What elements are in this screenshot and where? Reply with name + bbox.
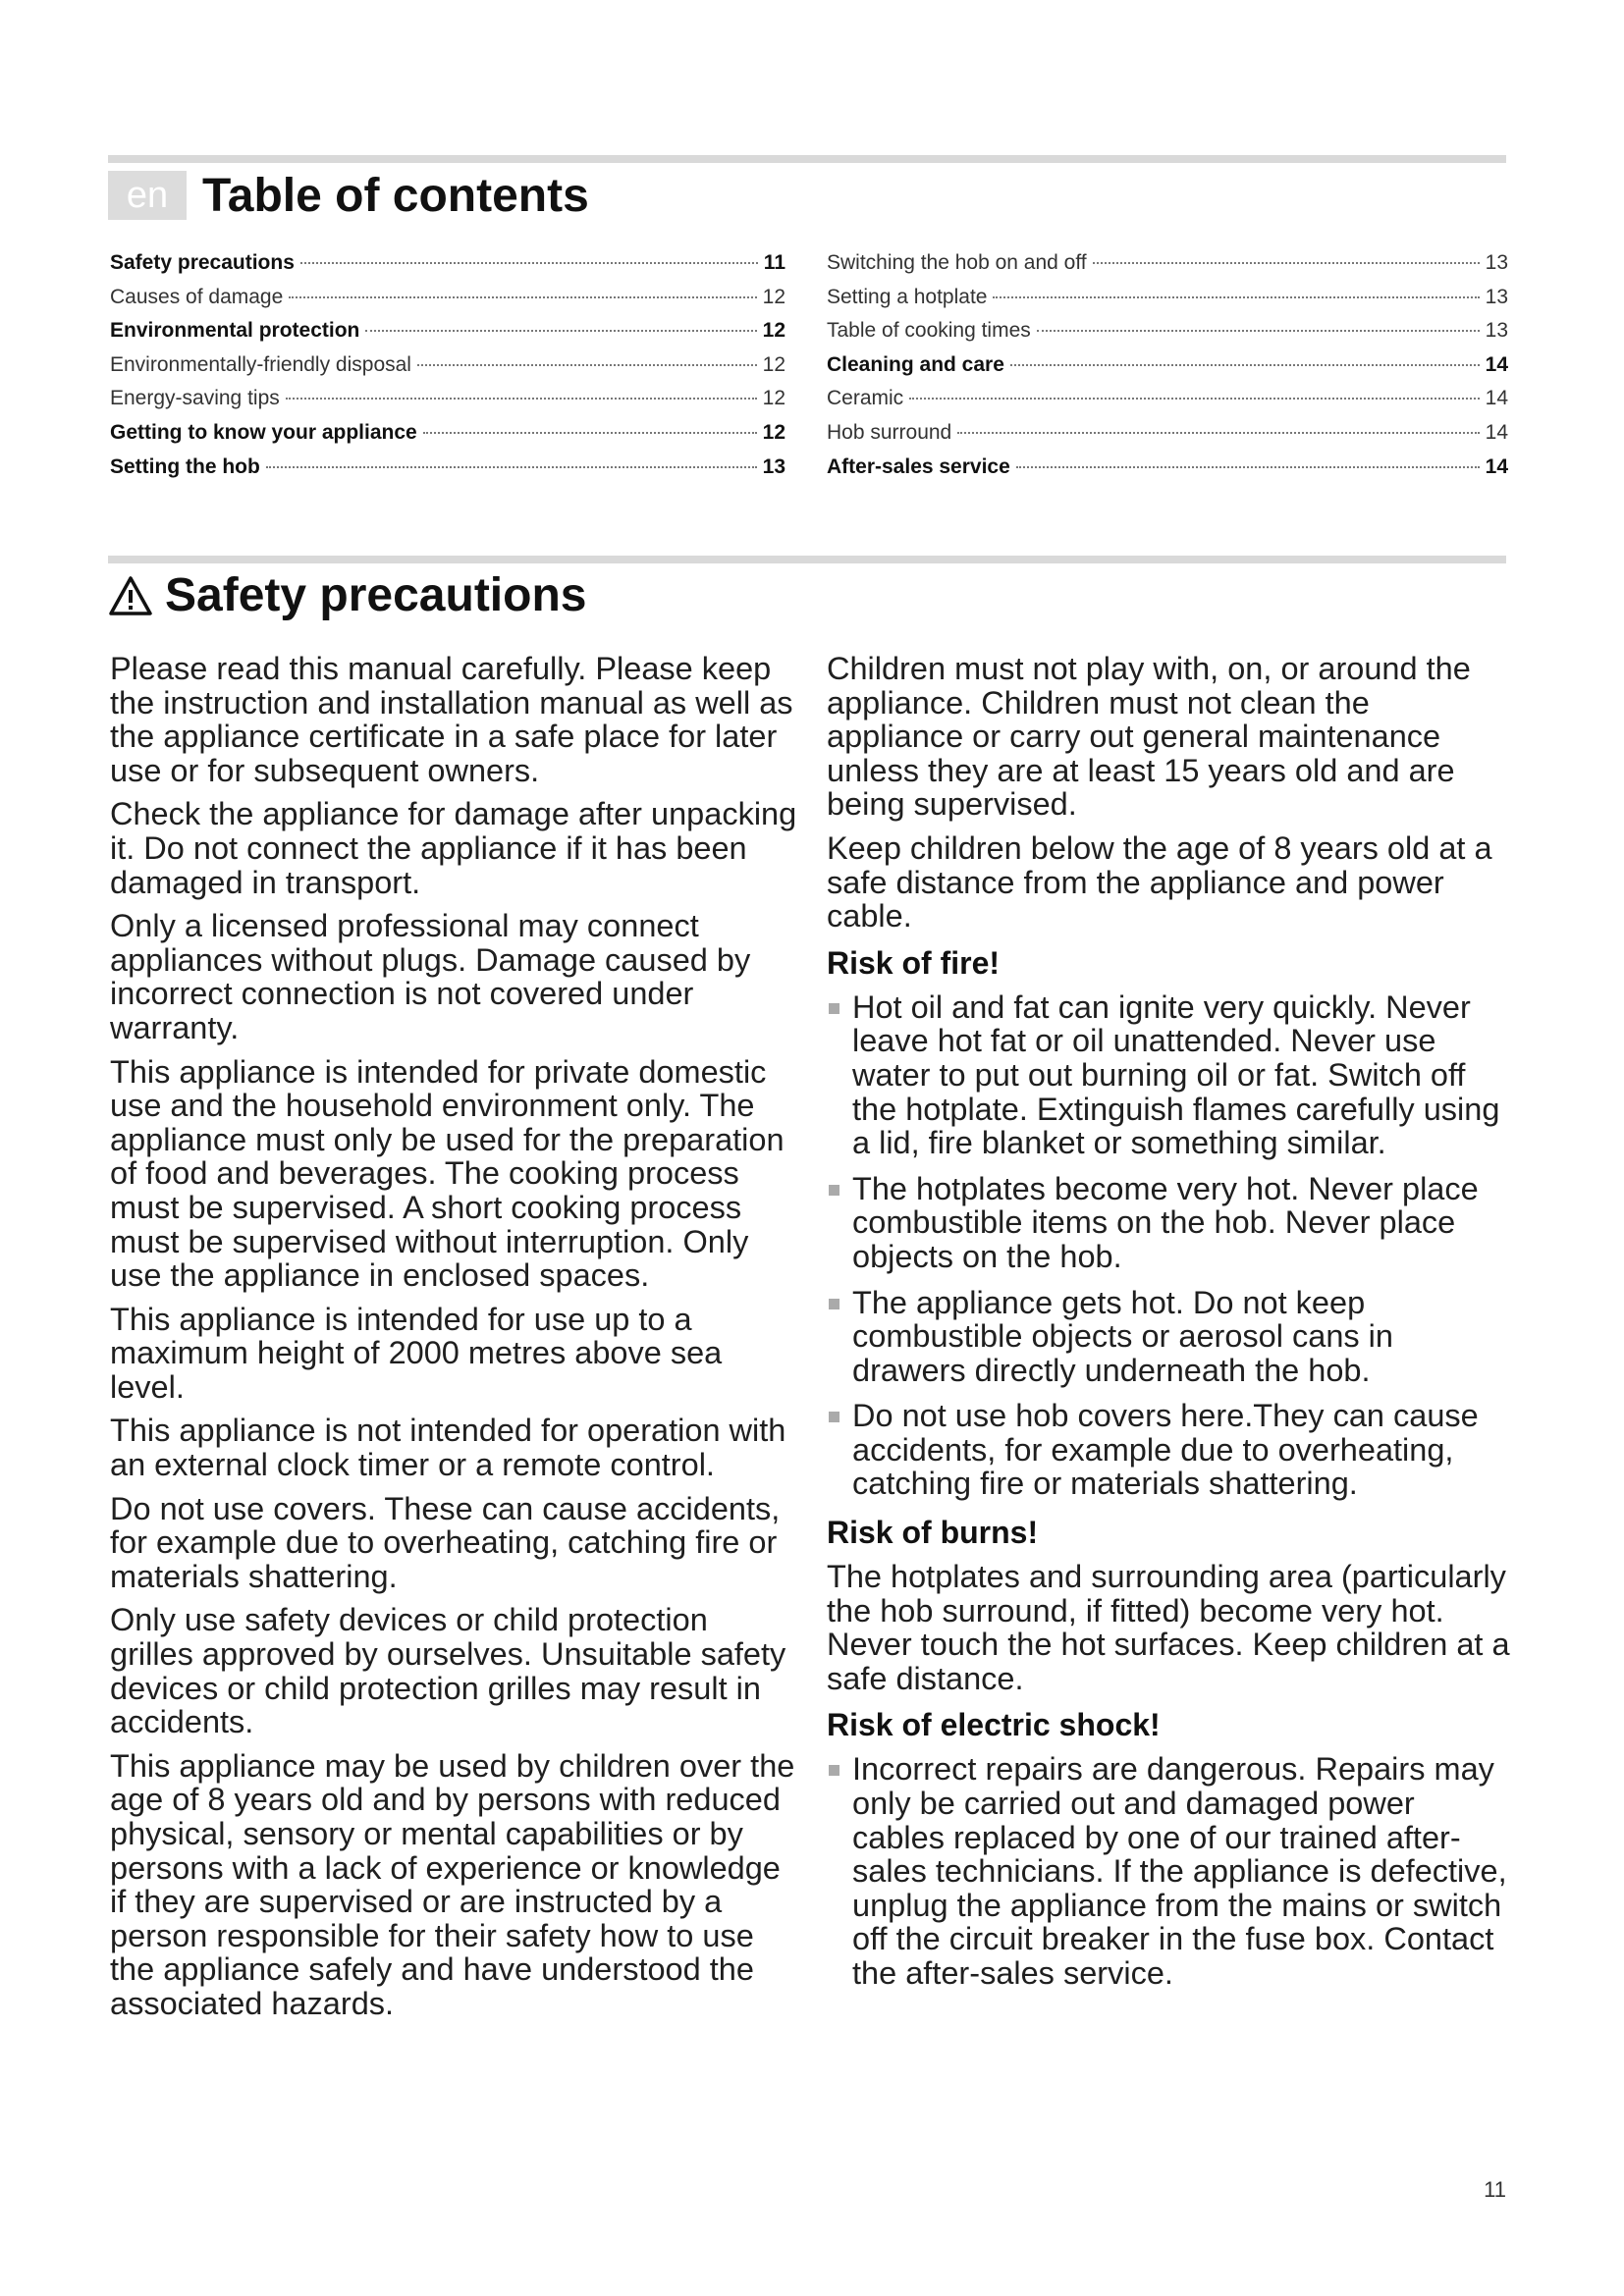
toc-entry-label: Ceramic: [827, 387, 904, 410]
toc-entry-label: Energy-saving tips: [110, 387, 280, 410]
top-divider: [108, 155, 1506, 163]
toc-entry-page: 14: [1485, 420, 1508, 444]
risk-of-electric-shock-heading: Risk of electric shock!: [827, 1707, 1161, 1743]
toc-entry[interactable]: [827, 286, 1508, 320]
page-number: 11: [1484, 2177, 1506, 2202]
toc-leader-dots: [423, 432, 757, 434]
toc-entry-page: 13: [1485, 251, 1508, 274]
body-paragraph: This appliance may be used by children over the age of 8 years old and by persons with reduced physical, sensory or mental capabilities or by persons with a lack of experience or knowledge if they are supervised or are instructed by a person responsible for their safety how to use the appliance safely and have understood the associated hazards.: [110, 1747, 795, 2021]
toc-entry-page: 13: [1485, 285, 1508, 308]
toc-entry[interactable]: [110, 387, 785, 421]
toc-entry-label: Switching the hob on and off: [827, 251, 1087, 274]
body-paragraph: This appliance is not intended for operation with an external clock timer or a remote control.: [110, 1413, 786, 1483]
bullet-item: Do not use hob covers here.They can cause accidents, for example due to overheating, catching fire or materials shattering.: [827, 1399, 1514, 1501]
toc-entry-page: 13: [1485, 319, 1508, 343]
bullet-item: The hotplates become very hot. Never place combustible items on the hob. Never place objects on the hob.: [827, 1172, 1514, 1274]
toc-entry-page: 14: [1485, 454, 1508, 478]
toc-entry[interactable]: [827, 319, 1508, 353]
toc-right-column: [827, 251, 1508, 489]
toc-entry[interactable]: [110, 319, 785, 353]
warning-triangle-icon: [108, 575, 153, 616]
toc-entry[interactable]: [827, 387, 1508, 421]
risk-of-fire-heading: Risk of fire!: [827, 944, 1001, 981]
toc-entry-page: 12: [762, 319, 785, 343]
body-paragraph: Only use safety devices or child protection grilles approved by ourselves. Unsuitable safety devices or child protection grilles may result in accidents.: [110, 1602, 786, 1740]
toc-entry[interactable]: [110, 251, 785, 286]
body-paragraph: Only a licensed professional may connect appliances without plugs. Damage caused by incorrect connection is not covered under warranty.: [110, 908, 751, 1045]
toc-entry-page: 12: [762, 387, 785, 410]
safety-right-column: [827, 652, 1514, 2002]
toc-leader-dots: [909, 398, 1479, 400]
toc-leader-dots: [1037, 330, 1480, 332]
toc-entry-page: 12: [762, 352, 785, 376]
toc-entry-label: Causes of damage: [110, 285, 284, 308]
toc-entry[interactable]: [110, 286, 785, 320]
toc-entry[interactable]: [827, 455, 1508, 490]
safety-precautions-heading: [108, 561, 586, 630]
toc-entry-label: After-sales service: [827, 454, 1010, 478]
body-paragraph: Check the appliance for damage after unpacking it. Do not connect the appliance if it has been damaged in transport.: [110, 796, 797, 900]
toc-leader-dots: [1093, 262, 1480, 264]
toc-title: Table of contents: [202, 170, 589, 222]
toc-leader-dots: [266, 466, 757, 468]
body-paragraph: Please read this manual carefully. Please keep the instruction and installation manual as well as the appliance certificate in a safe place for later use or for subsequent owners.: [110, 651, 793, 788]
toc-leader-dots: [957, 432, 1479, 434]
toc-leader-dots: [1010, 364, 1480, 366]
toc-entry-page: 12: [762, 285, 785, 308]
toc-entry-label: Safety precautions: [110, 251, 295, 274]
fire-bullets: [827, 990, 1514, 1501]
toc-entry-label: Setting a hotplate: [827, 285, 988, 308]
toc-entry[interactable]: [110, 353, 785, 388]
toc-entry-label: Cleaning and care: [827, 352, 1004, 376]
toc-entry-page: 13: [762, 454, 785, 478]
toc-entry-label: Getting to know your appliance: [110, 420, 417, 444]
bullet-item: Incorrect repairs are dangerous. Repairs may only be carried out and damaged power cables replaced by one of our trained after-sales technicians. If the appliance is defective, unplug the appliance from the mains or switch off the circuit breaker in the fuse box. Contact the after-sales service.: [827, 1752, 1514, 1990]
safety-precautions-title: Safety precautions: [165, 569, 587, 621]
toc-entry-label: Table of cooking times: [827, 319, 1031, 343]
risk-of-burns-heading: Risk of burns!: [827, 1515, 1039, 1551]
toc-entry-page: 14: [1485, 387, 1508, 410]
toc-leader-dots: [300, 262, 758, 264]
toc-left-column: [110, 251, 785, 489]
body-paragraph: This appliance is intended for private domestic use and the household environment only. The appliance must only be used for the preparation of food and beverages. The cooking process must be supervised. A short cooking process must be supervised without interruption. Only use the appliance in enclosed spaces.: [110, 1053, 785, 1294]
toc-entry-page: 14: [1485, 352, 1508, 376]
toc-entry-page: 11: [763, 251, 785, 274]
toc-leader-dots: [286, 398, 757, 400]
body-paragraph: This appliance is intended for use up to a maximum height of 2000 metres above sea level.: [110, 1301, 723, 1405]
safety-left-column: [110, 652, 797, 2031]
bullet-item: Hot oil and fat can ignite very quickly. Never leave hot fat or oil unattended. Never use water to put out burning oil or fat. Switch off the hotplate. Extinguish flames carefully using a lid, fire blanket or something similar.: [827, 990, 1514, 1160]
toc-entry[interactable]: [827, 251, 1508, 286]
toc-leader-dots: [289, 296, 756, 298]
toc-entry[interactable]: [827, 421, 1508, 455]
body-paragraph: Children must not play with, on, or around the appliance. Children must not clean the appliance or carry out general maintenance unless they are at least 15 years old and are being supervised.: [827, 651, 1471, 823]
shock-bullets: [827, 1752, 1514, 1990]
bullet-item: The appliance gets hot. Do not keep combustible objects or aerosol cans in drawers directly underneath the hob.: [827, 1286, 1514, 1388]
toc-entry[interactable]: [110, 421, 785, 455]
toc-entry-label: Setting the hob: [110, 454, 260, 478]
burns-text: The hotplates and surrounding area (particularly the hob surround, if fitted) become very hot. Never touch the hot surfaces. Keep children at a safe distance.: [827, 1559, 1510, 1696]
toc-entry-label: Environmentally-friendly disposal: [110, 352, 411, 376]
toc-entry[interactable]: [827, 353, 1508, 388]
toc-leader-dots: [1016, 466, 1480, 468]
toc-entry[interactable]: [110, 455, 785, 490]
language-badge: en: [108, 171, 187, 220]
toc-leader-dots: [993, 296, 1479, 298]
right-intro: [827, 652, 1514, 934]
toc-entry-label: Hob surround: [827, 420, 952, 444]
body-paragraph: Keep children below the age of 8 years old at a safe distance from the appliance and power cable.: [827, 829, 1492, 934]
body-paragraph: Do not use covers. These can cause accidents, for example due to overheating, catching fire or materials shattering.: [110, 1490, 781, 1594]
toc-entry-label: Environmental protection: [110, 319, 360, 343]
toc-leader-dots: [417, 364, 757, 366]
toc-entry-page: 12: [762, 420, 785, 444]
toc-leader-dots: [365, 330, 756, 332]
